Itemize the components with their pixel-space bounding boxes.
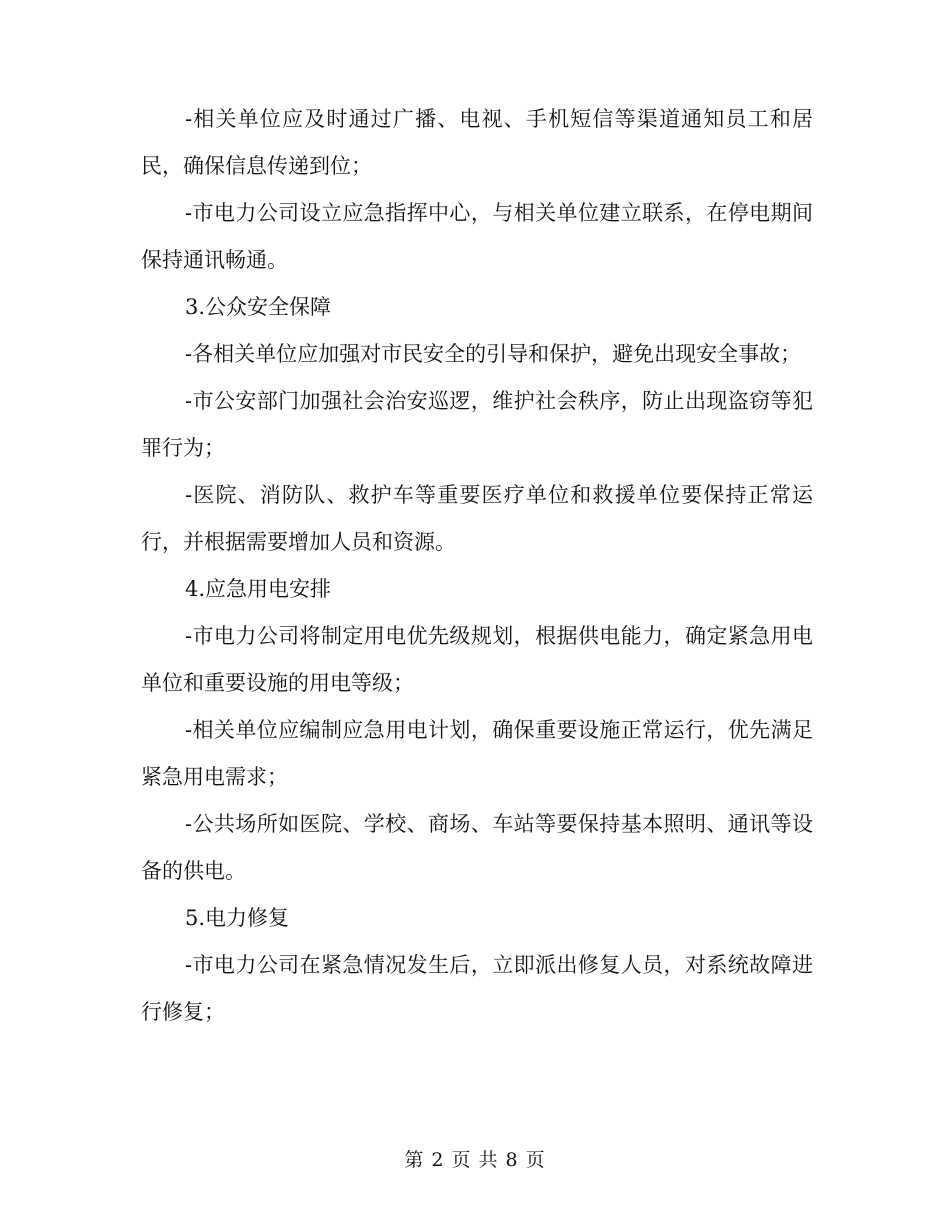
- section-heading-emergency-power: 4.应急用电安排: [185, 577, 332, 601]
- document-body: [141, 96, 813, 1036]
- section-heading-power-repair: 5.电力修复: [185, 906, 290, 930]
- paragraph-medical-units: -医院、消防队、救护车等重要医疗单位和救援单位要保持正常运行，并根据需要增加人员和资源。: [141, 483, 813, 554]
- paragraph-emergency-plan: -相关单位应编制应急用电计划，确保重要设施正常运行，优先满足紧急用电需求；: [141, 718, 813, 789]
- paragraph-police-patrol: -市公安部门加强社会治安巡逻，维护社会秩序，防止出现盗窃等犯罪行为；: [141, 389, 813, 460]
- paragraph-citizen-safety: -各相关单位应加强对市民安全的引导和保护，避免出现安全事故；: [185, 342, 802, 366]
- page-number-footer: 第 2 页 共 8 页: [404, 1149, 546, 1171]
- paragraph-repair-crews: -市电力公司在紧急情况发生后，立即派出修复人员，对系统故障进行修复；: [141, 953, 813, 1024]
- paragraph-public-places: -公共场所如医院、学校、商场、车站等要保持基本照明、通讯等设备的供电。: [141, 812, 813, 883]
- section-heading-public-safety: 3.公众安全保障: [185, 295, 332, 319]
- paragraph-notify-residents: -相关单位应及时通过广播、电视、手机短信等渠道通知员工和居民，确保信息传递到位；: [141, 107, 813, 178]
- paragraph-priority-plan: -市电力公司将制定用电优先级规划，根据供电能力，确定紧急用电单位和重要设施的用电等级；: [141, 624, 813, 695]
- paragraph-command-center: -市电力公司设立应急指挥中心，与相关单位建立联系，在停电期间保持通讯畅通。: [141, 201, 813, 272]
